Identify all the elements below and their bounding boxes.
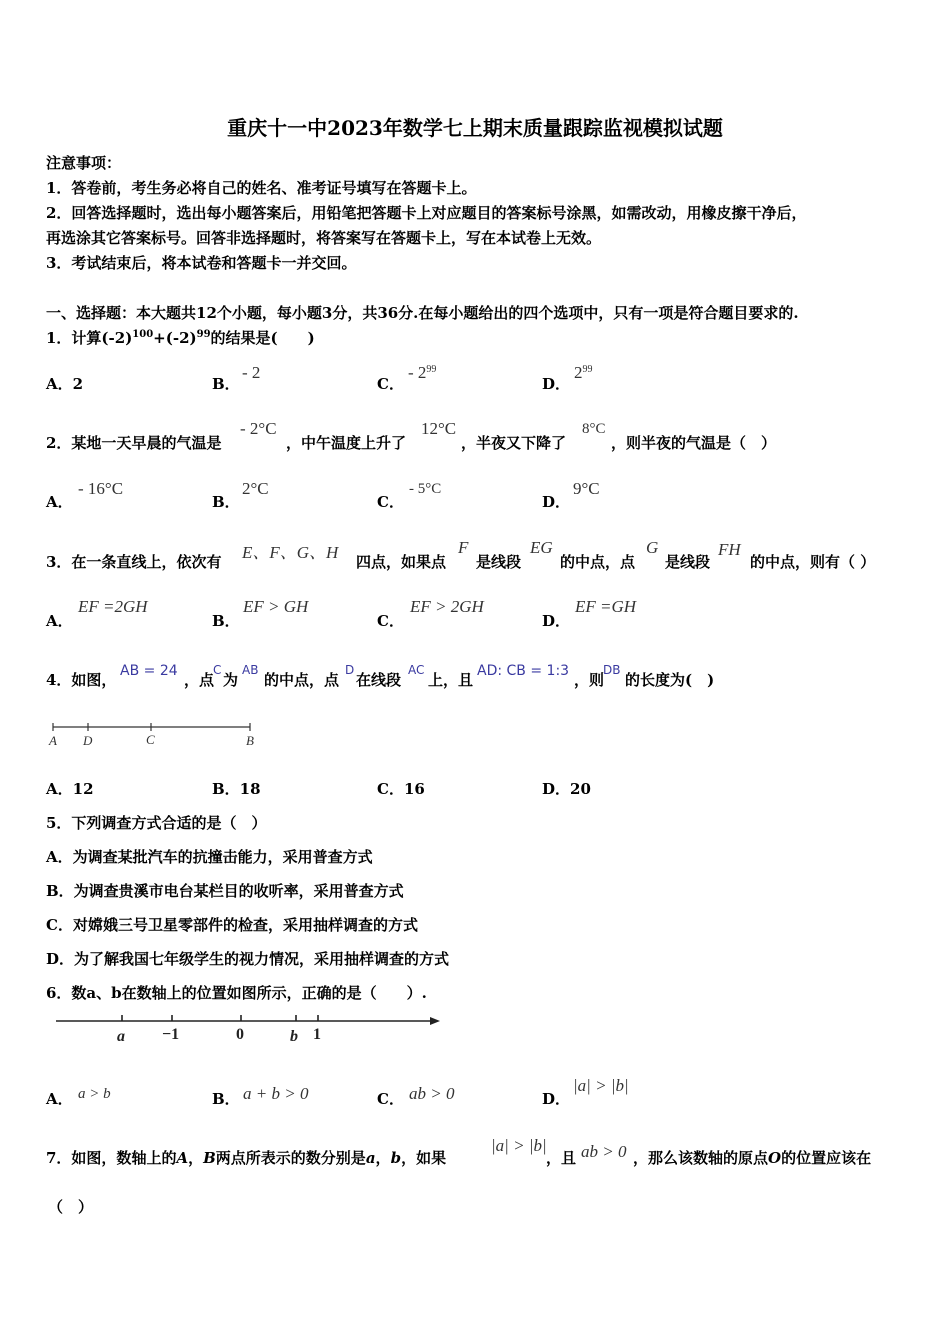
q3-v4: G — [646, 538, 659, 557]
q7-stem-part1: 7．如图，数轴上的A，B两点所表示的数分别是a，b，如果 — [46, 1149, 447, 1167]
q2-option-c-value: - 5°C — [409, 481, 442, 497]
q6-option-c-value: ab > 0 — [409, 1084, 455, 1103]
q4-s3: 为 — [223, 671, 239, 689]
q4-option-c: C．16 — [377, 780, 425, 798]
q7-s6: ，且 — [546, 1149, 577, 1167]
q7-stem-part2: ，那么该数轴的原点O的位置应该在 — [633, 1149, 872, 1167]
q5-option-c: C．对嫦娥三号卫星零部件的检查，采用抽样调查的方式 — [46, 916, 418, 934]
q4-s8: 的长度为( ) — [625, 671, 715, 689]
q2-option-a-label: A． — [46, 493, 73, 511]
q3-option-a-label: A． — [46, 612, 73, 630]
q3-option-a-value: EF =2GH — [78, 597, 148, 616]
q4-v4: D — [345, 663, 355, 677]
q6-option-a-value: a > b — [78, 1086, 111, 1102]
q2-s2: ，中午温度上升了 — [286, 434, 407, 452]
q4-s7: ，则 — [574, 671, 605, 689]
q3-option-d-value: EF =GH — [575, 597, 637, 616]
q2-v1: - 2°C — [240, 419, 277, 438]
q3-v1: E、F、G、H — [242, 543, 339, 562]
q4-v5: AC — [408, 663, 425, 677]
q6-option-d-value: |a| > |b| — [573, 1076, 629, 1095]
q7-v2: ab > 0 — [581, 1142, 627, 1161]
q1-option-d-label: D． — [542, 375, 571, 393]
q4-fig-label-c: C — [146, 732, 155, 747]
q4-fig-label-a: A — [49, 733, 57, 748]
note-2b: 再选涂其它答案标号。回答非选择题时，将答案写在答题卡上，写在本试卷上无效。 — [46, 229, 602, 247]
q6-fig-label-one: 1 — [313, 1026, 321, 1043]
q4-s5: 在线段 — [356, 671, 402, 689]
q1-option-b-label: B． — [212, 375, 240, 393]
q4-v2: C — [213, 663, 222, 677]
q5-option-b: B．为调查贵溪市电台某栏目的收听率，采用普查方式 — [46, 882, 404, 900]
q2-option-b-label: B． — [212, 493, 240, 511]
q2-s3: ，半夜又下降了 — [461, 434, 567, 452]
q3-v2: F — [458, 538, 469, 557]
q6-option-a-label: A． — [46, 1090, 73, 1108]
q3-option-b-label: B． — [212, 612, 240, 630]
q4-option-a: A．12 — [46, 780, 94, 798]
q3-s6: 的中点，则有（ ） — [750, 553, 876, 571]
q6-option-c-label: C． — [377, 1090, 404, 1108]
q2-option-b-value: 2°C — [242, 479, 269, 498]
q3-s4: 的中点，点 — [560, 553, 636, 571]
q3-v5: FH — [718, 540, 741, 559]
q6-option-d-label: D． — [542, 1090, 571, 1108]
q4-fig-label-b: B — [246, 733, 254, 748]
q5-option-a: A．为调查某批汽车的抗撞击能力，采用普查方式 — [46, 848, 373, 866]
q6-fig-label-a: a — [117, 1028, 125, 1045]
q1-stem: 1．计算$(-2)^{100}+(-2)^{99}$的结果是( ) — [46, 329, 315, 347]
q4-s6: 上，且 — [428, 671, 474, 689]
q1-option-c-value: - $2^{99}$ — [408, 363, 437, 382]
q4-s2: ，点 — [184, 671, 215, 689]
q2-option-d-value: 9°C — [573, 479, 600, 498]
q2-s1: 2．某地一天早晨的气温是 — [46, 434, 222, 452]
q2-s4: ，则半夜的气温是（ ） — [611, 434, 777, 452]
notes-heading: 注意事项： — [46, 154, 122, 172]
q4-v7: DB — [603, 663, 621, 677]
q2-option-a-value: - 16°C — [78, 479, 124, 498]
note-3: 3．考试结束后，将本试卷和答题卡一并交回。 — [46, 254, 357, 272]
q1-option-a: A．2 — [46, 375, 84, 393]
q6-fig-label-b: b — [290, 1028, 298, 1045]
q6-option-b-label: B． — [212, 1090, 240, 1108]
q6-option-b-value: a + b > 0 — [243, 1084, 309, 1103]
q3-s1: 3．在一条直线上，依次有 — [46, 553, 222, 571]
q4-option-d: D．20 — [542, 780, 591, 798]
q3-option-c-value: EF > 2GH — [410, 597, 484, 616]
q2-option-d-label: D． — [542, 493, 571, 511]
q1-option-c-label: C． — [377, 375, 404, 393]
q1-option-b-value: - 2 — [242, 363, 261, 382]
q3-option-b-value: EF > GH — [243, 597, 309, 616]
page-title: 重庆十一中2023年数学七上期末质量跟踪监视模拟试题 — [227, 116, 723, 140]
q5-stem: 5．下列调查方式合适的是（ ） — [46, 814, 267, 832]
q4-segment-figure — [44, 718, 274, 752]
q3-s2: 四点，如果点 — [356, 553, 447, 571]
q3-s3: 是线段 — [476, 553, 522, 571]
q2-v3: 8°C — [582, 421, 606, 437]
q6-fig-label-zero: 0 — [236, 1026, 244, 1043]
q2-v2: 12°C — [421, 419, 457, 438]
q3-option-c-label: C． — [377, 612, 404, 630]
q4-v6: AD: CB = 1:3 — [477, 663, 570, 679]
q7-answer-paren: （ ） — [48, 1198, 94, 1216]
q4-s1: 4．如图， — [46, 671, 117, 689]
section-heading: 一、选择题：本大题共12个小题，每小题3分，共36分.在每小题给出的四个选项中，只有一项是符合题目要求的. — [46, 304, 799, 322]
q4-v3: AB — [242, 663, 259, 677]
q1-option-d-value: $2^{99}$ — [574, 363, 593, 382]
q5-option-d: D．为了解我国七年级学生的视力情况，采用抽样调查的方式 — [46, 950, 450, 968]
q4-s4: 的中点，点 — [264, 671, 340, 689]
q2-option-c-label: C． — [377, 493, 404, 511]
note-1: 1．答卷前，考生务必将自己的姓名、准考证号填写在答题卡上。 — [46, 179, 477, 197]
q7-v1: |a| > |b| — [491, 1136, 547, 1155]
q3-v3: EG — [530, 538, 553, 557]
q6-fig-label-minus-one: −1 — [162, 1026, 180, 1043]
q6-stem: 6．数a、b在数轴上的位置如图所示，正确的是（ ）. — [46, 984, 427, 1002]
note-2a: 2．回答选择题时，选出每小题答案后，用铅笔把答题卡上对应题目的答案标号涂黑，如需改动，用橡皮擦干净后， — [46, 204, 807, 222]
q3-s5: 是线段 — [665, 553, 711, 571]
q6-number-line — [50, 1008, 450, 1048]
q4-v1: AB = 24 — [120, 663, 178, 679]
q3-option-d-label: D． — [542, 612, 571, 630]
q4-fig-label-d: D — [83, 733, 93, 748]
q4-option-b: B．18 — [212, 780, 261, 798]
